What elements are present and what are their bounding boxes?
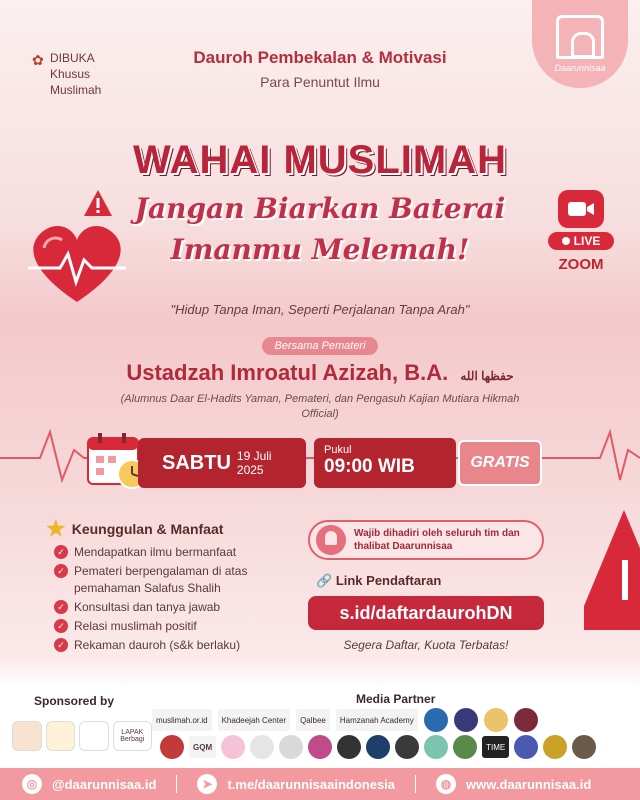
globe-icon: ◍ <box>436 774 456 794</box>
time-label: Pukul <box>324 444 352 456</box>
media-partners-row-2 <box>160 734 638 760</box>
list-item <box>54 563 304 597</box>
warning-icon-large <box>584 500 640 640</box>
benefit-text: Mendapatkan ilmu bermanfaat <box>74 545 237 559</box>
media-partner-logo <box>279 735 303 759</box>
star-icon: ★ <box>46 516 66 541</box>
check-icon: ✓ <box>54 638 68 652</box>
event-type-title: Dauroh Pembekalan & Motivasi <box>193 48 447 67</box>
telegram-link[interactable]: t.me/daarunnisaaindonesia <box>227 776 396 792</box>
benefit-text: Pemateri berpengalaman di atas pemahaman Salafus Shalih <box>74 564 248 595</box>
speaker-bio: (Alumnus Daar El-Hadits Yaman, Pemateri, dan Pengasuh Kajian Mutiara Hikmah Official) <box>120 393 520 420</box>
media-partner-logo <box>424 735 448 759</box>
video-camera-icon <box>558 190 604 228</box>
registration-link-label <box>316 573 441 589</box>
mandatory-text: Wajib dihadiri oleh seluruh tim dan thalibat Daarunnisaa <box>354 528 520 552</box>
check-icon: ✓ <box>54 564 68 578</box>
headline-line-2: Imanmu Melemah! <box>170 233 470 266</box>
check-icon: ✓ <box>54 619 68 633</box>
media-partner-logo: muslimah.or.id <box>152 709 212 731</box>
platform-name: ZOOM <box>558 256 604 273</box>
media-partners-heading: Media Partner <box>356 692 436 706</box>
benefit-text: Rekaman dauroh (s&k berlaku) <box>74 638 241 652</box>
media-partner-logo <box>366 735 390 759</box>
live-dot-icon <box>562 237 570 245</box>
dibuka-line-2: Khusus <box>50 67 91 81</box>
registration-link[interactable]: s.id/daftardaurohDN <box>308 596 544 630</box>
link-icon: 🔗 <box>316 573 333 588</box>
speaker-honorific: حفظها الله <box>460 369 514 383</box>
media-partner-logo <box>484 708 508 732</box>
media-partner-logo <box>337 735 361 759</box>
open-for-muslimah-label <box>32 50 101 98</box>
media-partner-logo <box>453 735 477 759</box>
quote-text: "Hidup Tanpa Iman, Seperti Perjalanan Tanpa Arah" <box>170 302 470 317</box>
date-box <box>138 438 306 488</box>
instagram-handle[interactable]: @daarunnisaa.id <box>52 776 157 792</box>
media-partner-logo: GQM <box>189 736 216 758</box>
media-partner-logo <box>308 735 332 759</box>
hijab-woman-icon <box>316 525 346 555</box>
event-audience-subtitle: Para Penuntut Ilmu <box>260 74 380 90</box>
dibuka-line-1: DIBUKA <box>50 51 95 65</box>
media-partner-logo <box>395 735 419 759</box>
headline-line-1: Jangan Biarkan Baterai <box>134 192 506 225</box>
sponsor-logo <box>79 721 109 751</box>
dibuka-line-3: Muslimah <box>50 83 102 97</box>
live-label: LIVE <box>573 234 601 248</box>
list-item <box>54 599 304 616</box>
list-item <box>54 637 304 654</box>
sponsor-logos <box>12 716 152 756</box>
flower-icon: ✿ <box>32 52 44 68</box>
event-day: SABTU <box>162 451 231 474</box>
logo-name: Daarunnisaa <box>554 63 606 73</box>
sponsors-heading: Sponsored by <box>34 694 115 708</box>
mandatory-notice <box>308 520 544 560</box>
media-partner-logo <box>514 708 538 732</box>
list-item <box>54 544 304 561</box>
media-partner-logo <box>160 735 184 759</box>
sponsor-logo <box>12 721 42 751</box>
media-partner-logo <box>221 735 245 759</box>
benefits-heading <box>46 516 223 542</box>
media-partner-logo <box>250 735 274 759</box>
benefit-text: Konsultasi dan tanya jawab <box>74 600 221 614</box>
speaker-name <box>60 360 580 386</box>
footer-contacts <box>0 768 640 800</box>
event-time: 09:00 WIB <box>324 456 415 477</box>
media-partner-logo: Qalbee <box>296 709 330 731</box>
media-partner-logo: Khadeejah Center <box>218 709 291 731</box>
urgency-text: Segera Daftar, Kuota Terbatas! <box>343 638 509 652</box>
speaker-name-text: Ustadzah Imroatul Azizah, B.A. <box>126 360 449 385</box>
instagram-icon: ◎ <box>22 774 42 794</box>
benefits-list <box>54 544 304 656</box>
media-partners-row-1 <box>152 708 638 732</box>
event-date <box>237 449 272 477</box>
event-date-line-2: 2025 <box>236 463 264 477</box>
organizer-logo <box>532 0 628 88</box>
time-box <box>314 438 456 488</box>
media-partner-logo: TIME <box>482 736 509 758</box>
house-icon <box>556 15 604 59</box>
benefit-text: Relasi muslimah positif <box>74 619 197 633</box>
divider <box>176 775 177 793</box>
check-icon: ✓ <box>54 545 68 559</box>
media-partner-logo <box>543 735 567 759</box>
media-partner-logo: Hamzanah Academy <box>336 709 418 731</box>
telegram-icon: ➤ <box>197 774 217 794</box>
media-partner-logo <box>572 735 596 759</box>
media-partner-logo <box>514 735 538 759</box>
sponsor-logo <box>46 721 76 751</box>
sponsor-logo: LAPAK Berbagi <box>113 721 152 751</box>
price-badge: GRATIS <box>458 440 542 486</box>
media-partner-logo <box>454 708 478 732</box>
media-partner-logo <box>424 708 448 732</box>
check-icon: ✓ <box>54 600 68 614</box>
main-headline: WAHAI MUSLIMAH <box>133 138 507 182</box>
registration-link-label-text: Link Pendaftaran <box>335 573 442 588</box>
divider <box>415 775 416 793</box>
list-item <box>54 618 304 635</box>
benefits-title: Keunggulan & Manfaat <box>71 521 224 537</box>
website-link[interactable]: www.daarunnisaa.id <box>466 776 592 792</box>
speaker-badge: Bersama Pemateri <box>262 337 378 355</box>
event-date-line-1: 19 Juli <box>236 449 272 463</box>
live-badge <box>548 232 614 250</box>
